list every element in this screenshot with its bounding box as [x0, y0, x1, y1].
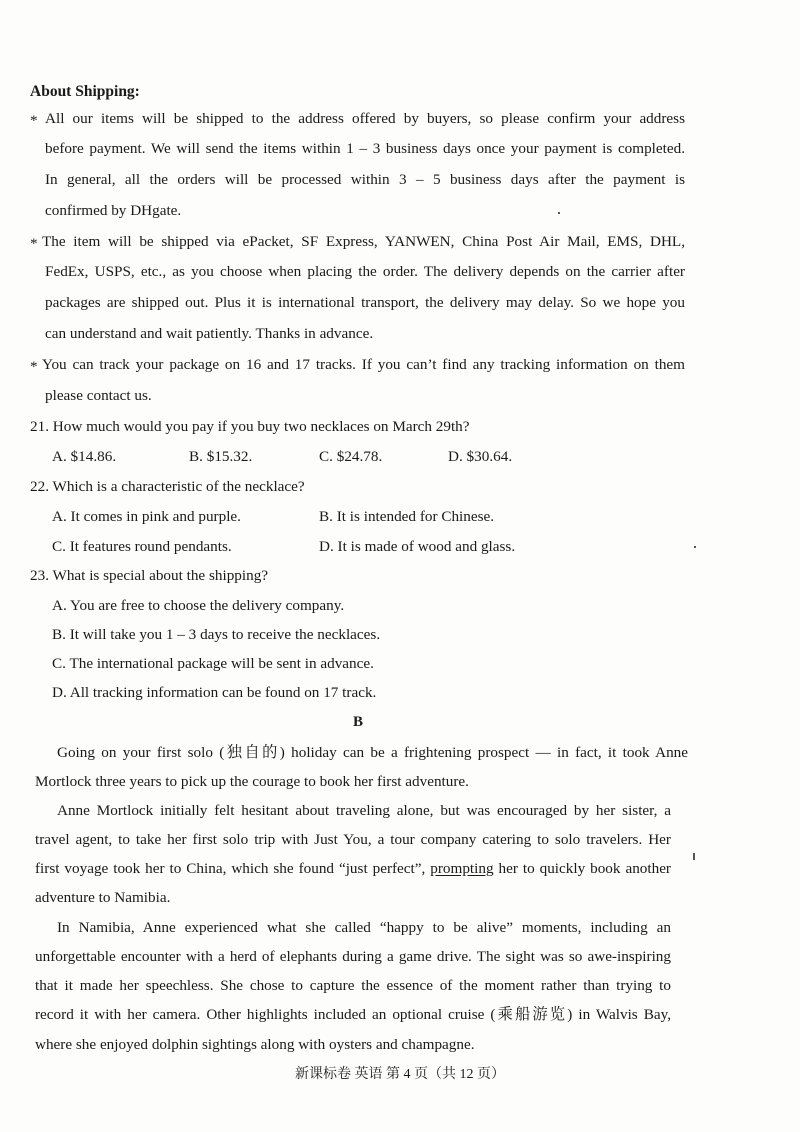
question-23-stem: 23. What is special about the shipping? [30, 567, 269, 584]
passage-b-p3-line: unforgettable encounter with a herd of elephants during a game drive. The sight was so awe-inspiring [35, 948, 671, 965]
scan-speck [694, 546, 696, 548]
q23-option-b: B. It will take you 1 – 3 days to receive the necklaces. [52, 626, 381, 643]
passage-b-p3-line: where she enjoyed dolphin sightings along with oysters and champagne. [35, 1036, 475, 1053]
q22-option-c: C. It features round pendants. [52, 538, 232, 555]
question-22-stem: 22. Which is a characteristic of the necklace? [30, 478, 305, 495]
underlined-word-prompting: prompting [430, 860, 494, 877]
shipping-bullet-2-line: can understand and wait patiently. Thanks in advance. [45, 325, 374, 342]
shipping-bullet-2-line: packages are shipped out. Plus it is international transport, the delivery may delay. So we hope you [45, 294, 685, 311]
passage-b-p3-line: that it made her speechless. She chose to capture the essence of the moment rather than trying to [35, 977, 671, 994]
bullet-marker: * [30, 112, 38, 129]
shipping-bullet-2-line: The item will be shipped via ePacket, SF Express, YANWEN, China Post Air Mail, EMS, DHL, [42, 233, 685, 250]
passage-b-p2-text: first voyage took her to China, which she found “just perfect”, [35, 860, 426, 877]
q22-option-d: D. It is made of wood and glass. [319, 538, 516, 555]
passage-b-p1-line: Going on your first solo (独自的) holiday can be a frightening prospect — in fact, it took Anne [57, 744, 688, 761]
shipping-bullet-1-line: before payment. We will send the items within 1 – 3 business days once your payment is completed. [45, 140, 685, 157]
q21-option-a: A. $14.86. [52, 448, 117, 465]
passage-b-p2-line: Anne Mortlock initially felt hesitant about traveling alone, but was encouraged by her sister, a [57, 802, 671, 819]
shipping-bullet-3-line: please contact us. [45, 387, 152, 404]
bullet-marker: * [30, 358, 38, 375]
q21-option-d: D. $30.64. [448, 448, 513, 465]
passage-b-p2-text: her to quickly book another [498, 860, 671, 877]
passage-b-p1-line: Mortlock three years to pick up the courage to book her first adventure. [35, 773, 469, 790]
scan-speck [558, 212, 560, 214]
q23-option-c: C. The international package will be sent in advance. [52, 655, 374, 672]
passage-b-p2-line [35, 859, 671, 879]
q22-option-b: B. It is intended for Chinese. [319, 508, 495, 525]
passage-b-p2-line: travel agent, to take her first solo trip with Just You, a tour company catering to solo travelers. Her [35, 831, 671, 848]
passage-b-p3-line: In Namibia, Anne experienced what she called “happy to be alive” moments, including an [57, 919, 671, 936]
scan-speck [693, 853, 695, 860]
passage-b-p2-line: adventure to Namibia. [35, 889, 171, 906]
shipping-heading: About Shipping: [30, 83, 140, 100]
q23-option-d: D. All tracking information can be found on 17 track. [52, 684, 377, 701]
shipping-bullet-1-line: confirmed by DHgate. [45, 202, 182, 219]
shipping-bullet-2-line: FedEx, USPS, etc., as you choose when placing the order. The delivery depends on the carrier after [45, 263, 685, 280]
q21-option-c: C. $24.78. [319, 448, 383, 465]
q22-option-a: A. It comes in pink and purple. [52, 508, 241, 525]
q23-option-a: A. You are free to choose the delivery company. [52, 597, 345, 614]
section-b-label: B [352, 714, 363, 730]
shipping-bullet-1-line: In general, all the orders will be processed within 3 – 5 business days after the payment is [45, 171, 685, 188]
question-21-stem: 21. How much would you pay if you buy two necklaces on March 29th? [30, 418, 470, 435]
shipping-bullet-3-line: You can track your package on 16 and 17 tracks. If you can’t find any tracking information on them [42, 356, 685, 373]
page-footer: 新课标卷 英语 第 4 页（共 12 页） [295, 1067, 505, 1082]
bullet-marker: * [30, 235, 38, 252]
passage-b-p3-line: record it with her camera. Other highlights included an optional cruise (乘船游览) in Walvis Bay, [35, 1006, 671, 1023]
shipping-bullet-1-line: All our items will be shipped to the address offered by buyers, so please confirm your address [45, 110, 685, 127]
q21-option-b: B. $15.32. [189, 448, 253, 465]
